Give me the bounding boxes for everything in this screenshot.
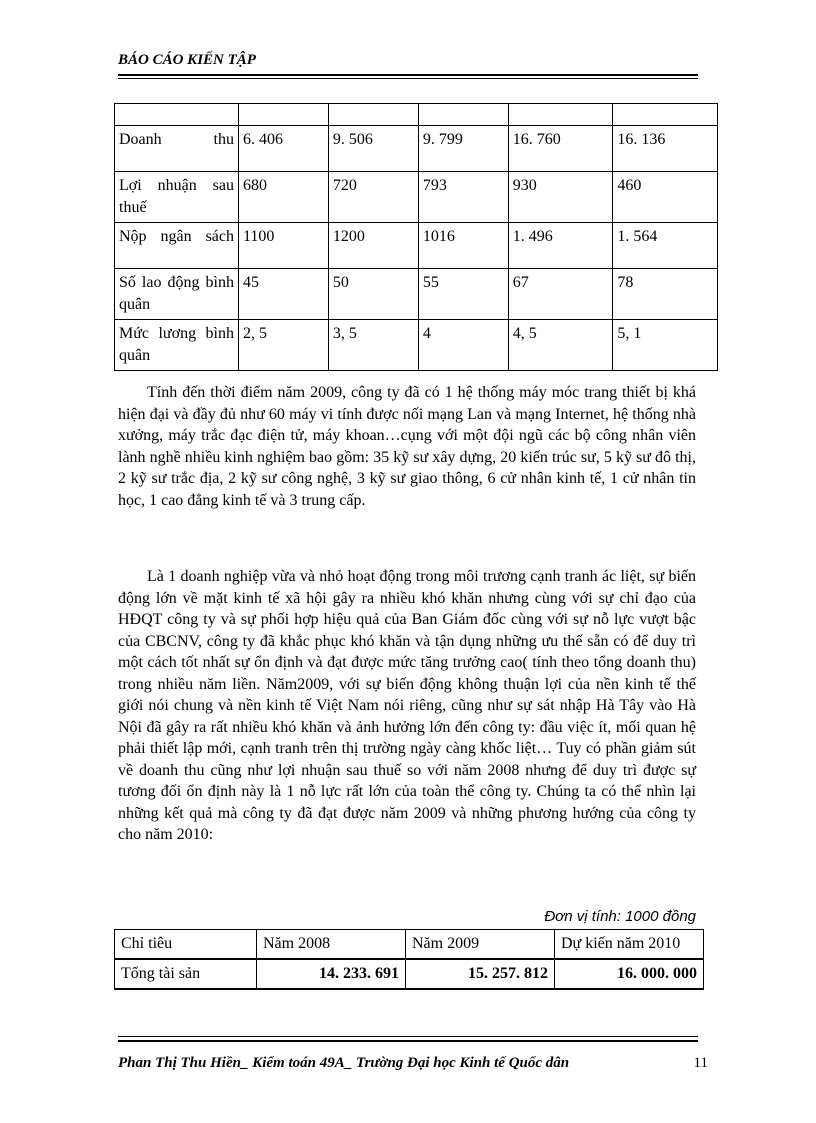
table-row [115,104,718,126]
table-cell: 720 [328,172,418,223]
table-cell: 9. 506 [328,126,418,172]
column-header: Năm 2008 [257,930,406,960]
table-row [115,959,704,989]
table-cell: 67 [508,269,613,320]
table-cell: 50 [328,269,418,320]
table-cell: 4, 5 [508,320,613,371]
row-label: Doanh thu [115,126,239,172]
table-row [115,172,718,223]
table-cell: 55 [418,269,508,320]
column-header: Chỉ tiêu [115,930,257,960]
table-cell: 16. 136 [613,126,718,172]
row-label: Lợi nhuận sau thuế [115,172,239,223]
page-number: 11 [693,1055,708,1071]
table-cell: 15. 257. 812 [405,959,554,989]
footer-text: Phan Thị Thu Hiền_ Kiểm toán 49A_ Trường Đại học Kinh tế Quốc dân [118,1055,570,1071]
table-cell: 4 [418,320,508,371]
row-label: Nộp ngân sách [115,223,239,269]
plan-table [114,929,704,990]
table-cell: 16. 000. 000 [554,959,703,989]
table-cell: 2, 5 [239,320,329,371]
table-row [115,269,718,320]
row-label: Số lao động bình quân [115,269,239,320]
table-cell: 16. 760 [508,126,613,172]
report-header-title: BÁO CÁO KIẾN TẬP [118,52,256,68]
table-cell [239,104,329,126]
table-header-row [115,930,704,960]
header-rule-thin [118,78,698,79]
table-cell: 793 [418,172,508,223]
paragraph-equipment: Tính đến thời điểm năm 2009, công ty đã có 1 hệ thống máy móc trang thiết bị khá hiện đại và đầy đủ như 60 máy vi tính được nối mạng Lan và mạng Internet, hệ thống nhà xưởng, máy trắc đạc điện tử, máy khoan…cụng với một đội ngũ các bộ công nhân viên lành nghề nhiều kinh nghiệm bao gồm: 35 kỹ sư xây dựng, 20 kiến trúc sư, 5 kỹ sư đô thị, 2 kỹ sư trắc địa, 2 kỹ sư công nghệ, 3 kỹ sư giao thông, 6 cử nhân kinh tế, 1 cử nhân tin học, 1 cao đẳng kinh tế và 3 trung cấp. [118,384,696,509]
table-cell: 45 [239,269,329,320]
table-cell: 1. 564 [613,223,718,269]
column-header: Dự kiến năm 2010 [554,930,703,960]
table-cell [613,104,718,126]
table-cell: 1200 [328,223,418,269]
paragraph-business-context: Là 1 doanh nghiệp vừa và nhỏ hoạt động trong môi trương cạnh tranh ác liệt, sự biến động lớn về mặt kinh tế xã hội gây ra nhiều khó khăn nhưng cùng với sự chỉ đạo của HĐQT công ty và sự phối hợp hiệu quả của Ban Giám đốc cùng với sự nỗ lực vượt bậc của CBCNV, công ty đã khắc phục khó khăn và tận dụng những ưu thế sẵn có để duy trì một cách tốt nhất sự ổn định và đạt được mức tăng trưởng cao( tính theo tổng doanh thu) trong nhiều năm liền. Năm2009, với sự biến động không thuận lợi của nền kinh tế thế giới nói chung và nền kinh tế Việt Nam nói riêng, cũng như sự sát nhập Hà Tây vào Hà Nội đã gây ra rất nhiều khó khăn và ảnh hưởng lớn đến công ty: đầu việc ít, mối quan hệ phải thiết lập mới, cạnh tranh trên thị trường ngày càng khốc liệt… Tuy có phần giảm sút về doanh thu cũng như lợi nhuận sau thuế so với năm 2008 nhưng để duy trì được sự tương đối ổn định này là 1 nỗ lực rất lớn của toàn thể công ty. Chúng ta có thể nhìn lại những kết quả mà công ty đã đạt được năm 2009 và những phương hướng của công ty cho năm 2010: [118,568,696,843]
table-cell: 5, 1 [613,320,718,371]
table-cell: 1100 [239,223,329,269]
table-cell: 1. 496 [508,223,613,269]
row-label: Tổng tài sản [115,959,257,989]
column-header: Năm 2009 [405,930,554,960]
unit-note: Đơn vị tính: 1000 đồng [544,908,696,925]
table-cell [418,104,508,126]
row-label [115,104,239,126]
table-cell: 78 [613,269,718,320]
header-rule [118,74,698,76]
table-cell: 14. 233. 691 [257,959,406,989]
table-cell: 460 [613,172,718,223]
table-row [115,126,718,172]
table-cell: 680 [239,172,329,223]
page-footer [118,1055,708,1072]
table-cell: 930 [508,172,613,223]
table-cell [328,104,418,126]
table-cell [508,104,613,126]
table-row [115,223,718,269]
footer-rule-thin [118,1036,698,1037]
performance-table [114,103,718,371]
table-cell: 3, 5 [328,320,418,371]
table-row [115,320,718,371]
row-label: Mức lương bình quân [115,320,239,371]
table-cell: 9. 799 [418,126,508,172]
table-cell: 6. 406 [239,126,329,172]
footer-rule [118,1040,698,1042]
table-cell: 1016 [418,223,508,269]
